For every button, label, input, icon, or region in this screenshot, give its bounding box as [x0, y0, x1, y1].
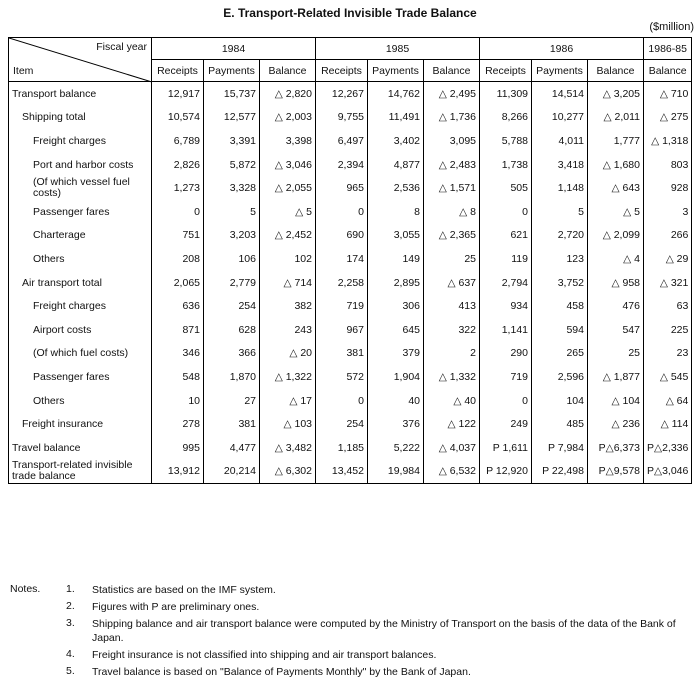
table-row	[9, 365, 692, 389]
value-cell: 2,826	[152, 153, 204, 177]
table-row	[9, 106, 692, 130]
value-cell: 2	[424, 342, 480, 366]
notes-lead: Notes.	[10, 583, 41, 595]
value-cell: 11,309	[480, 82, 532, 106]
value-cell: 322	[424, 318, 480, 342]
value-cell: △ 710	[644, 82, 692, 106]
value-cell: 381	[204, 412, 260, 436]
value-cell: 12,917	[152, 82, 204, 106]
value-cell: 346	[152, 342, 204, 366]
value-cell: 628	[204, 318, 260, 342]
value-cell: 27	[204, 389, 260, 413]
subheader-balance: Balance	[588, 60, 644, 82]
value-cell: 106	[204, 247, 260, 271]
table-row	[9, 389, 692, 413]
value-cell: 2,536	[368, 176, 424, 200]
note-item	[10, 648, 688, 662]
value-cell: △ 2,003	[260, 106, 316, 130]
table-row	[9, 271, 692, 295]
value-cell: 249	[480, 412, 532, 436]
value-cell: △ 2,452	[260, 224, 316, 248]
value-cell: △ 2,483	[424, 153, 480, 177]
value-cell: △ 4,037	[424, 436, 480, 460]
value-cell: △ 29	[644, 247, 692, 271]
note-number: 1.	[66, 583, 75, 595]
value-cell: 3,398	[260, 129, 316, 153]
value-cell: P△9,578	[588, 460, 644, 484]
value-cell: △ 2,495	[424, 82, 480, 106]
table-title: E. Transport-Related Invisible Trade Balance	[223, 6, 477, 20]
value-cell: △ 1,877	[588, 365, 644, 389]
row-label: Others	[9, 389, 152, 413]
value-cell: △ 2,365	[424, 224, 480, 248]
value-cell: 381	[316, 342, 368, 366]
value-cell: 379	[368, 342, 424, 366]
value-cell: 476	[588, 294, 644, 318]
value-cell: △ 17	[260, 389, 316, 413]
row-label: Freight insurance	[9, 412, 152, 436]
value-cell: 243	[260, 318, 316, 342]
table-row	[9, 294, 692, 318]
table-row	[9, 436, 692, 460]
value-cell: △ 103	[260, 412, 316, 436]
value-cell: △ 122	[424, 412, 480, 436]
row-label: Freight charges	[9, 129, 152, 153]
note-text: Figures with P are preliminary ones.	[92, 601, 260, 613]
value-cell: 13,452	[316, 460, 368, 484]
value-cell: 2,794	[480, 271, 532, 295]
value-cell: 3,095	[424, 129, 480, 153]
value-cell: 4,477	[204, 436, 260, 460]
value-cell: 0	[316, 389, 368, 413]
value-cell: 208	[152, 247, 204, 271]
subheader-receipts: Receipts	[480, 60, 532, 82]
note-item	[10, 617, 688, 645]
value-cell: 225	[644, 318, 692, 342]
value-cell: 548	[152, 365, 204, 389]
unit-label: ($million)	[649, 21, 694, 33]
value-cell: 123	[532, 247, 588, 271]
year-header-1986-85: 1986-85	[644, 38, 692, 60]
value-cell: 13,912	[152, 460, 204, 484]
value-cell: 1,141	[480, 318, 532, 342]
value-cell: 636	[152, 294, 204, 318]
value-cell: △ 6,532	[424, 460, 480, 484]
value-cell: 3,055	[368, 224, 424, 248]
value-cell: 14,514	[532, 82, 588, 106]
note-number: 4.	[66, 648, 75, 660]
value-cell: 0	[480, 200, 532, 224]
trade-balance-table	[8, 37, 692, 484]
table-body	[9, 82, 692, 484]
note-text: Freight insurance is not classified into shipping and air transport balances.	[92, 649, 437, 661]
value-cell: 1,148	[532, 176, 588, 200]
row-label: Airport costs	[9, 318, 152, 342]
value-cell: △ 64	[644, 389, 692, 413]
value-cell: △ 545	[644, 365, 692, 389]
value-cell: 265	[532, 342, 588, 366]
value-cell: △ 6,302	[260, 460, 316, 484]
value-cell: 485	[532, 412, 588, 436]
year-header-1984: 1984	[152, 38, 316, 60]
row-label: (Of which vessel fuel costs)	[9, 176, 152, 200]
table-row	[9, 247, 692, 271]
value-cell: 8,266	[480, 106, 532, 130]
value-cell: 20,214	[204, 460, 260, 484]
value-cell: △ 1,318	[644, 129, 692, 153]
value-cell: 458	[532, 294, 588, 318]
value-cell: △ 2,099	[588, 224, 644, 248]
value-cell: 278	[152, 412, 204, 436]
value-cell: 119	[480, 247, 532, 271]
value-cell: △ 3,046	[260, 153, 316, 177]
value-cell: P 22,498	[532, 460, 588, 484]
value-cell: 3	[644, 200, 692, 224]
subheader-payments: Payments	[204, 60, 260, 82]
value-cell: 254	[204, 294, 260, 318]
value-cell: 1,870	[204, 365, 260, 389]
value-cell: 967	[316, 318, 368, 342]
row-label: Transport-related invisible trade balance	[9, 460, 152, 484]
value-cell: 803	[644, 153, 692, 177]
value-cell: 23	[644, 342, 692, 366]
note-text: Travel balance is based on "Balance of Payments Monthly" by the Bank of Japan.	[92, 666, 471, 678]
value-cell: △ 104	[588, 389, 644, 413]
value-cell: 594	[532, 318, 588, 342]
value-cell: 2,720	[532, 224, 588, 248]
value-cell: 8	[368, 200, 424, 224]
value-cell: 965	[316, 176, 368, 200]
value-cell: △ 1,571	[424, 176, 480, 200]
value-cell: 1,904	[368, 365, 424, 389]
value-cell: △ 2,820	[260, 82, 316, 106]
row-label: Transport balance	[9, 82, 152, 106]
value-cell: 5,222	[368, 436, 424, 460]
value-cell: △ 114	[644, 412, 692, 436]
note-number: 2.	[66, 600, 75, 612]
table-row	[9, 460, 692, 484]
value-cell: 3,328	[204, 176, 260, 200]
value-cell: 6,789	[152, 129, 204, 153]
value-cell: 2,394	[316, 153, 368, 177]
value-cell: 1,273	[152, 176, 204, 200]
value-cell: 505	[480, 176, 532, 200]
value-cell: △ 643	[588, 176, 644, 200]
value-cell: 995	[152, 436, 204, 460]
item-label: Item	[13, 65, 34, 77]
value-cell: 3,418	[532, 153, 588, 177]
value-cell: △ 236	[588, 412, 644, 436]
value-cell: △ 637	[424, 271, 480, 295]
row-label: Shipping total	[9, 106, 152, 130]
value-cell: 25	[424, 247, 480, 271]
table-row	[9, 129, 692, 153]
row-label: Port and harbor costs	[9, 153, 152, 177]
row-label: Charterage	[9, 224, 152, 248]
value-cell: 9,755	[316, 106, 368, 130]
value-cell: 621	[480, 224, 532, 248]
value-cell: 0	[316, 200, 368, 224]
table-row	[9, 153, 692, 177]
note-item	[10, 600, 688, 614]
value-cell: △ 20	[260, 342, 316, 366]
value-cell: 376	[368, 412, 424, 436]
subheader-receipts: Receipts	[152, 60, 204, 82]
row-label: Passenger fares	[9, 200, 152, 224]
value-cell: 719	[480, 365, 532, 389]
value-cell: 928	[644, 176, 692, 200]
note-item	[10, 583, 688, 597]
fiscal-year-label: Fiscal year	[96, 41, 147, 53]
value-cell: 4,011	[532, 129, 588, 153]
value-cell: △ 2,011	[588, 106, 644, 130]
row-label: (Of which fuel costs)	[9, 342, 152, 366]
value-cell: △ 3,205	[588, 82, 644, 106]
value-cell: 10	[152, 389, 204, 413]
value-cell: △ 4	[588, 247, 644, 271]
value-cell: 19,984	[368, 460, 424, 484]
note-number: 3.	[66, 617, 75, 629]
value-cell: △ 2,055	[260, 176, 316, 200]
value-cell: △ 1,680	[588, 153, 644, 177]
value-cell: 4,877	[368, 153, 424, 177]
subheader-receipts: Receipts	[316, 60, 368, 82]
value-cell: 12,577	[204, 106, 260, 130]
value-cell: 366	[204, 342, 260, 366]
value-cell: 14,762	[368, 82, 424, 106]
value-cell: 719	[316, 294, 368, 318]
table-row	[9, 342, 692, 366]
value-cell: 40	[368, 389, 424, 413]
value-cell: 3,391	[204, 129, 260, 153]
value-cell: P△2,336	[644, 436, 692, 460]
note-text: Statistics are based on the IMF system.	[92, 584, 276, 596]
value-cell: 15,737	[204, 82, 260, 106]
value-cell: P 1,611	[480, 436, 532, 460]
value-cell: 63	[644, 294, 692, 318]
value-cell: 10,277	[532, 106, 588, 130]
row-label: Travel balance	[9, 436, 152, 460]
table-row	[9, 176, 692, 200]
value-cell: 12,267	[316, 82, 368, 106]
value-cell: △ 3,482	[260, 436, 316, 460]
value-cell: △ 1,332	[424, 365, 480, 389]
value-cell: 2,258	[316, 271, 368, 295]
note-text: Shipping balance and air transport balance were computed by the Ministry of Transport on the basis of the data of the Bank of Japan.	[92, 618, 676, 644]
subheader-balance: Balance	[644, 60, 692, 82]
value-cell: 2,779	[204, 271, 260, 295]
value-cell: △ 1,322	[260, 365, 316, 389]
notes-section	[10, 583, 688, 682]
value-cell: 2,895	[368, 271, 424, 295]
value-cell: 1,738	[480, 153, 532, 177]
value-cell: P△6,373	[588, 436, 644, 460]
value-cell: 174	[316, 247, 368, 271]
subheader-balance: Balance	[424, 60, 480, 82]
value-cell: 5	[204, 200, 260, 224]
value-cell: 266	[644, 224, 692, 248]
table-row	[9, 412, 692, 436]
value-cell: P△3,046	[644, 460, 692, 484]
value-cell: 3,203	[204, 224, 260, 248]
value-cell: 1,185	[316, 436, 368, 460]
value-cell: 25	[588, 342, 644, 366]
value-cell: 254	[316, 412, 368, 436]
value-cell: 751	[152, 224, 204, 248]
value-cell: △ 5	[260, 200, 316, 224]
value-cell: 6,497	[316, 129, 368, 153]
row-label: Air transport total	[9, 271, 152, 295]
value-cell: 690	[316, 224, 368, 248]
value-cell: 5	[532, 200, 588, 224]
value-cell: 5,872	[204, 153, 260, 177]
table-row	[9, 200, 692, 224]
year-header-1985: 1985	[316, 38, 480, 60]
year-header-1986: 1986	[480, 38, 644, 60]
value-cell: 3,402	[368, 129, 424, 153]
value-cell: 413	[424, 294, 480, 318]
value-cell: P 7,984	[532, 436, 588, 460]
value-cell: 645	[368, 318, 424, 342]
value-cell: △ 1,736	[424, 106, 480, 130]
value-cell: △ 8	[424, 200, 480, 224]
note-item	[10, 665, 688, 679]
subheader-payments: Payments	[368, 60, 424, 82]
value-cell: 871	[152, 318, 204, 342]
value-cell: 306	[368, 294, 424, 318]
value-cell: 290	[480, 342, 532, 366]
value-cell: △ 714	[260, 271, 316, 295]
value-cell: △ 958	[588, 271, 644, 295]
value-cell: 102	[260, 247, 316, 271]
table-row	[9, 224, 692, 248]
table-row	[9, 82, 692, 106]
subheader-balance: Balance	[260, 60, 316, 82]
value-cell: 2,065	[152, 271, 204, 295]
value-cell: 2,596	[532, 365, 588, 389]
value-cell: 10,574	[152, 106, 204, 130]
value-cell: 382	[260, 294, 316, 318]
value-cell: 934	[480, 294, 532, 318]
value-cell: 572	[316, 365, 368, 389]
item-header-cell	[9, 38, 152, 82]
value-cell: 5,788	[480, 129, 532, 153]
value-cell: 1,777	[588, 129, 644, 153]
value-cell: 547	[588, 318, 644, 342]
value-cell: 104	[532, 389, 588, 413]
value-cell: 0	[480, 389, 532, 413]
table-row	[9, 318, 692, 342]
row-label: Freight charges	[9, 294, 152, 318]
value-cell: 149	[368, 247, 424, 271]
note-number: 5.	[66, 665, 75, 677]
value-cell: △ 275	[644, 106, 692, 130]
value-cell: 11,491	[368, 106, 424, 130]
value-cell: 3,752	[532, 271, 588, 295]
row-label: Passenger fares	[9, 365, 152, 389]
value-cell: 0	[152, 200, 204, 224]
value-cell: △ 5	[588, 200, 644, 224]
row-label: Others	[9, 247, 152, 271]
subheader-payments: Payments	[532, 60, 588, 82]
value-cell: P 12,920	[480, 460, 532, 484]
value-cell: △ 40	[424, 389, 480, 413]
value-cell: △ 321	[644, 271, 692, 295]
